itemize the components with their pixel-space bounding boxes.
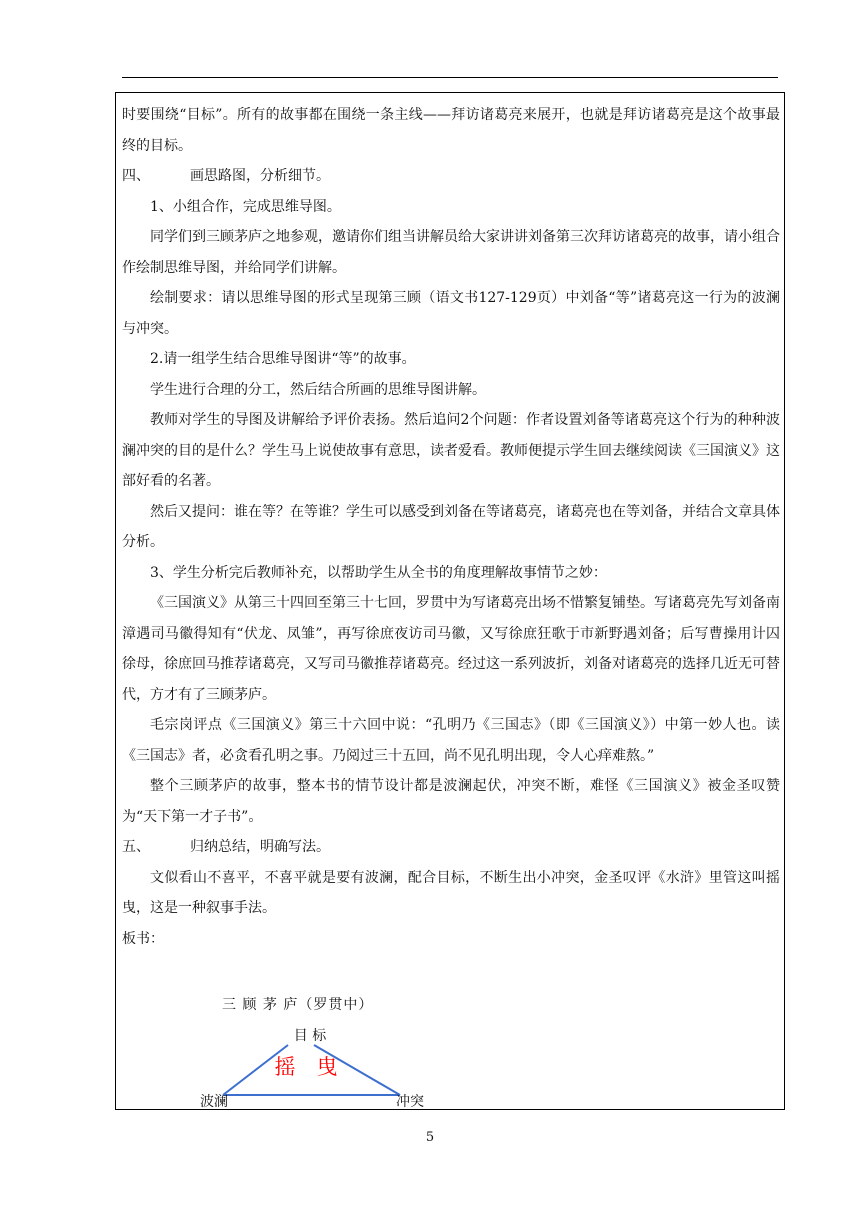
paragraph: 1、小组合作，完成思维导图。 bbox=[150, 198, 341, 215]
board-diagram bbox=[190, 1020, 450, 1112]
page-number: 5 bbox=[425, 1130, 435, 1145]
section-heading-4 bbox=[122, 161, 780, 192]
section-number: 五、 bbox=[122, 839, 150, 855]
section-title: 归纳总结，明确写法。 bbox=[190, 839, 330, 855]
paragraph: 3、学生分析完后教师补充，以帮助学生从全书的角度理解故事情节之妙： bbox=[150, 564, 607, 581]
sway-label: 摇 曳 bbox=[274, 1055, 338, 1079]
paragraph: 《三国演义》从第三十四回至第三十七回，罗贯中为写诸葛亮出场不惜繁复铺垫。写诸葛亮先写刘备南漳遇司马徽得知有“伏龙、凤雏”，再写徐庶夜访司马徽，又写徐庶狂歌于市新野遇刘备；后写曹操用计囚徐母，徐庶回马推荐诸葛亮，又写司马徽推荐诸葛亮。经过这一系列波折，刘备对诸葛亮的选择几近无可替代，方才有了三顾茅庐。 bbox=[122, 595, 780, 703]
board-label: 板书： bbox=[122, 930, 164, 947]
paragraph: 教师对学生的导图及讲解给予评价表扬。然后追问2个问题：作者设置刘备等诸葛亮这个行为的种种波澜冲突的目的是什么？学生马上说使故事有意思，读者爱看。教师便提示学生回去继续阅读《三国演义》这部好看的名著。 bbox=[122, 412, 780, 489]
paragraph: 然后又提问：谁在等？在等谁？学生可以感受到刘备在等诸葛亮，诸葛亮也在等刘备，并结合文章具体分析。 bbox=[122, 503, 780, 550]
section-heading-5 bbox=[122, 832, 780, 863]
paragraph: 文似看山不喜平，不喜平就是要有波澜，配合目标，不断生出小冲突，金圣叹评《水浒》里管这叫摇曳，这是一种叙事手法。 bbox=[122, 869, 780, 916]
paragraph: 时要围绕“目标”。所有的故事都在围绕一条主线——拜访诸葛亮来展开，也就是拜访诸葛亮是这个故事最终的目标。 bbox=[122, 107, 780, 154]
board-title: 三 顾 茅 庐（罗贯中） bbox=[222, 997, 374, 1013]
section-number: 四、 bbox=[122, 168, 150, 184]
paragraph: 2.请一组学生结合思维导图讲“等”的故事。 bbox=[150, 351, 416, 367]
paragraph: 整个三顾茅庐的故事，整本书的情节设计都是波澜起伏，冲突不断，难怪《三国演义》被金圣叹赞为“天下第一才子书”。 bbox=[122, 778, 780, 825]
paragraph: 绘制要求：请以思维导图的形式呈现第三顾（语文书127-129页）中刘备“等”诸葛亮这一行为的波澜与冲突。 bbox=[122, 290, 780, 337]
paragraph: 学生进行合理的分工，然后结合所画的思维导图讲解。 bbox=[150, 381, 486, 398]
lesson-content bbox=[122, 100, 780, 954]
conflict-label: 冲突 bbox=[396, 1094, 424, 1110]
paragraph: 同学们到三顾茅庐之地参观，邀请你们组当讲解员给大家讲讲刘备第三次拜访诸葛亮的故事，请小组合作绘制思维导图，并给同学们讲解。 bbox=[122, 229, 780, 276]
paragraph: 毛宗岗评点《三国演义》第三十六回中说：“孔明乃《三国志》（即《三国演义》）中第一妙人也。读《三国志》者，必贪看孔明之事。乃阅过三十五回，尚不见孔明出现，令人心痒难熬。” bbox=[122, 717, 780, 764]
goal-label: 目 标 bbox=[293, 1028, 327, 1044]
section-title: 画思路图，分析细节。 bbox=[190, 168, 330, 184]
header-rule bbox=[122, 77, 778, 78]
waves-label: 波澜 bbox=[200, 1094, 228, 1110]
